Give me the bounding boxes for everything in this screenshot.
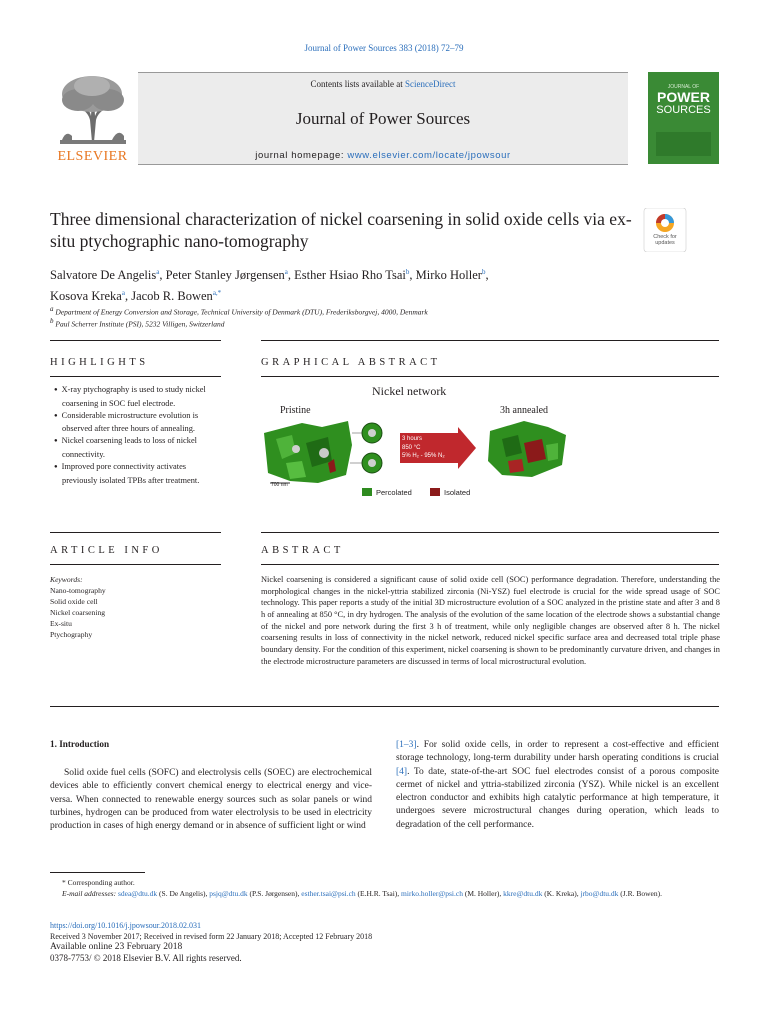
- cover-line2: POWER: [657, 89, 710, 105]
- email-owner: (P.S. Jørgensen),: [247, 889, 302, 898]
- reference-link[interactable]: [4]: [396, 766, 408, 777]
- divider: [50, 376, 221, 377]
- keyword: Ptychography: [50, 630, 93, 639]
- highlights-list: [52, 384, 222, 486]
- intro-heading: 1. Introduction: [50, 739, 110, 749]
- contents-line: [138, 79, 628, 89]
- email-line: [50, 888, 719, 899]
- homepage-line: [138, 150, 628, 161]
- email-owner: (K. Kreka),: [542, 889, 581, 898]
- divider: [50, 532, 221, 533]
- footnotes: [50, 877, 719, 899]
- highlights-heading: HIGHLIGHTS: [50, 357, 149, 368]
- journal-citation[interactable]: Journal of Power Sources 383 (2018) 72–79: [304, 43, 464, 53]
- email-owner: (J.R. Bowen).: [618, 889, 662, 898]
- author-name[interactable]: Peter Stanley Jørgensen: [165, 268, 285, 283]
- journal-masthead: [50, 70, 719, 166]
- arrow-line: 850 °C: [402, 444, 421, 451]
- keywords-label: Keywords:: [50, 575, 83, 584]
- doi-link[interactable]: https://doi.org/10.1016/j.jpowsour.2018.02.031: [50, 921, 201, 930]
- keyword: Solid oxide cell: [50, 597, 98, 606]
- email-owner: (S. De Angelis),: [157, 889, 210, 898]
- highlight-item: ● Nickel coarsening leads to loss of nickel connectivity.: [52, 435, 222, 461]
- abstract-heading: ABSTRACT: [261, 545, 344, 556]
- journal-title: Journal of Power Sources: [295, 109, 471, 128]
- legend-percolated-label: Percolated: [376, 488, 412, 497]
- email-link[interactable]: psjq@dtu.dk: [209, 889, 248, 898]
- email-link[interactable]: mirko.holler@psi.ch: [401, 889, 463, 898]
- sciencedirect-link[interactable]: ScienceDirect: [405, 79, 456, 89]
- ga-title: Nickel network: [372, 384, 447, 398]
- copyright: 0378-7753/ © 2018 Elsevier B.V. All rights reserved.: [50, 952, 242, 963]
- publication-info: [50, 921, 719, 963]
- divider: [50, 564, 221, 565]
- check-for-updates-badge[interactable]: [642, 208, 688, 252]
- intro-right-column: [396, 739, 719, 832]
- divider: [261, 376, 719, 377]
- divider: [261, 564, 719, 565]
- email-label: E-mail addresses:: [62, 889, 117, 898]
- divider: [261, 532, 719, 533]
- ga-right-label: 3h annealed: [500, 405, 549, 416]
- journal-header-box: [138, 72, 628, 165]
- email-link[interactable]: jrbo@dtu.dk: [580, 889, 619, 898]
- author-name[interactable]: Mirko Holler: [415, 268, 482, 283]
- affil-mark: a: [50, 305, 54, 313]
- affiliation-text: Department of Energy Conversion and Storage, Technical University of Denmark (DTU), Frederiksborgvej, 4000, Denmark: [55, 307, 428, 317]
- graphical-abstract-figure[interactable]: [262, 383, 571, 507]
- highlight-item: ● Improved pore connectivity activates previously isolated TPBs after treatment.: [52, 461, 222, 487]
- email-owner: (E.H.R. Tsai),: [355, 889, 402, 898]
- arrow-conditions: [402, 435, 445, 461]
- email-owner: (M. Holler),: [462, 889, 504, 898]
- email-link[interactable]: esther.tsai@psi.ch: [301, 889, 356, 898]
- received-dates: Received 3 November 2017; Received in revised form 22 January 2018; Accepted 12 February 2018: [50, 931, 373, 941]
- author-name[interactable]: Esther Hsiao Rho Tsai: [294, 268, 406, 283]
- legend-isolated-label: Isolated: [444, 488, 471, 497]
- divider: [50, 706, 719, 707]
- journal-cover-image[interactable]: [648, 72, 719, 164]
- scale-label: 700 nm: [271, 482, 288, 488]
- divider: [261, 340, 719, 341]
- reference-link[interactable]: [1–3]: [396, 740, 417, 750]
- author-affil-mark[interactable]: b: [481, 268, 486, 276]
- publisher-name: ELSEVIER: [57, 149, 128, 164]
- legend-swatch-isolated: [430, 488, 440, 496]
- zoom-circles: [350, 423, 382, 473]
- graphical-abstract-heading: GRAPHICAL ABSTRACT: [261, 357, 441, 368]
- highlight-item: ● Considerable microstructure evolution is observed after three hours of annealing.: [52, 410, 222, 436]
- keyword: Nickel coarsening: [50, 608, 106, 617]
- intro-text: . To date, state-of-the-art SOC fuel electrodes consist of a porous composite cermet of nickel and yttria-stabilized zirconia (YSZ). While nickel is an excellent electron conductor and exhibits high catalytic performance at high temperature, it undergoes severe microstructural changes during operation, which leads to degradation of the cell performance.: [396, 766, 719, 830]
- author-affil-mark[interactable]: a,*: [212, 289, 222, 298]
- author-name[interactable]: Salvatore De Angelis: [50, 268, 157, 283]
- author-affil-mark[interactable]: a: [121, 289, 125, 298]
- affiliation: [50, 317, 225, 329]
- corresponding-note: * Corresponding author.: [62, 878, 135, 887]
- legend-swatch-percolated: [362, 488, 372, 496]
- author-affil-mark[interactable]: b: [405, 268, 410, 276]
- arrow-line: 5% H₂ - 95% N₂: [402, 453, 445, 459]
- check-badge-label: Check for updates: [653, 234, 677, 246]
- keyword: Ex-situ: [50, 619, 72, 628]
- ga-left-label: Pristine: [280, 405, 311, 416]
- email-link[interactable]: sdea@dtu.dk: [117, 889, 158, 898]
- annealed-volume: [488, 421, 566, 477]
- homepage-link[interactable]: www.elsevier.com/locate/jpowsour: [347, 150, 511, 161]
- available-online: Available online 23 February 2018: [50, 942, 183, 952]
- affiliation-text: Paul Scherrer Institute (PSI), 5232 Villigen, Switzerland: [55, 319, 225, 329]
- homepage-prefix: journal homepage:: [255, 150, 348, 161]
- email-link[interactable]: kkre@dtu.dk: [503, 889, 543, 898]
- cover-decoration: [656, 132, 711, 156]
- cover-line3: SOURCES: [656, 104, 711, 116]
- keywords-block: [50, 574, 230, 640]
- pristine-volume: [264, 421, 352, 483]
- author-name[interactable]: Jacob R. Bowen: [131, 289, 213, 304]
- keyword: Nano-tomography: [50, 586, 106, 595]
- article-title: Three dimensional characterization of nickel coarsening in solid oxide cells via ex-situ ptychographic nano-tomography: [50, 209, 632, 251]
- author-list: Salvatore De Angelis$^a$, Peter Stanley Jørgensen$^a$, Esther Hsiao Rho Tsai$^b$, Mirko Holler$^b$, Kosova Kreka$^a$, Jacob R. Bowen$^{a,*}$: [50, 268, 489, 304]
- contents-prefix: Contents lists available at: [310, 79, 405, 89]
- affiliation: [50, 305, 428, 317]
- footnote-divider: [50, 872, 145, 873]
- author-name[interactable]: Kosova Kreka: [50, 289, 122, 304]
- divider: [50, 340, 221, 341]
- affil-mark: b: [50, 317, 54, 325]
- cover-line1: JOURNAL OF: [667, 84, 700, 90]
- intro-text: . For solid oxide cells, in order to represent a cost-effective and efficient storage technology, long-term durability under harsh operating conditions is crucial: [396, 740, 719, 764]
- arrow-line: 3 hours: [402, 436, 423, 442]
- highlight-item: ● X-ray ptychography is used to study nickel coarsening in SOC fuel electrode.: [52, 384, 222, 410]
- author-affil-mark[interactable]: a: [284, 268, 288, 276]
- author-affil-mark[interactable]: a: [156, 268, 160, 276]
- elsevier-logo[interactable]: [50, 70, 135, 166]
- abstract-text: Nickel coarsening is considered a significant cause of solid oxide cell (SOC) performance degradation. Therefore, understanding the morphological changes in the nickel-yttria stabilized zirconia (Ni-YSZ) fuel electrode is crucial for the wide spread usage of SOC technology. This paper reports a study of the initial 3D microstructure evolution of a SOC analyzed in the pristine state and after 3 and 8 h of annealing at 850 °C, in dry hydrogen. The analysis of the evolution of the same location of the electrode shows a substantial change of the nickel and pore network during the first 3 h of treatment, while only negligible changes are observed after 8 h. The nickel coarsening results in loss of connectivity in the nickel network, reduced nickel specific surface area and decreased total triple phase boundary density. For the condition of this experiment, nickel coarsening is shown to be predominantly curvature driven, and changes in the electrode microstructure parameters are discussed in terms of local microstructural evolution.: [261, 575, 720, 666]
- intro-left-column: Solid oxide fuel cells (SOFC) and electrolysis cells (SOEC) are electrochemical devices able to efficiently convert chemical energy to electrical energy and vice-versa. When connected to renewable energy sources such as solar panels or wind turbines, hydrogen can be produced from water electrolysis to be used in electricity production in cases of high energy demand or in absence of sufficient light or wind: [50, 768, 372, 832]
- article-info-heading: ARTICLE INFO: [50, 545, 163, 556]
